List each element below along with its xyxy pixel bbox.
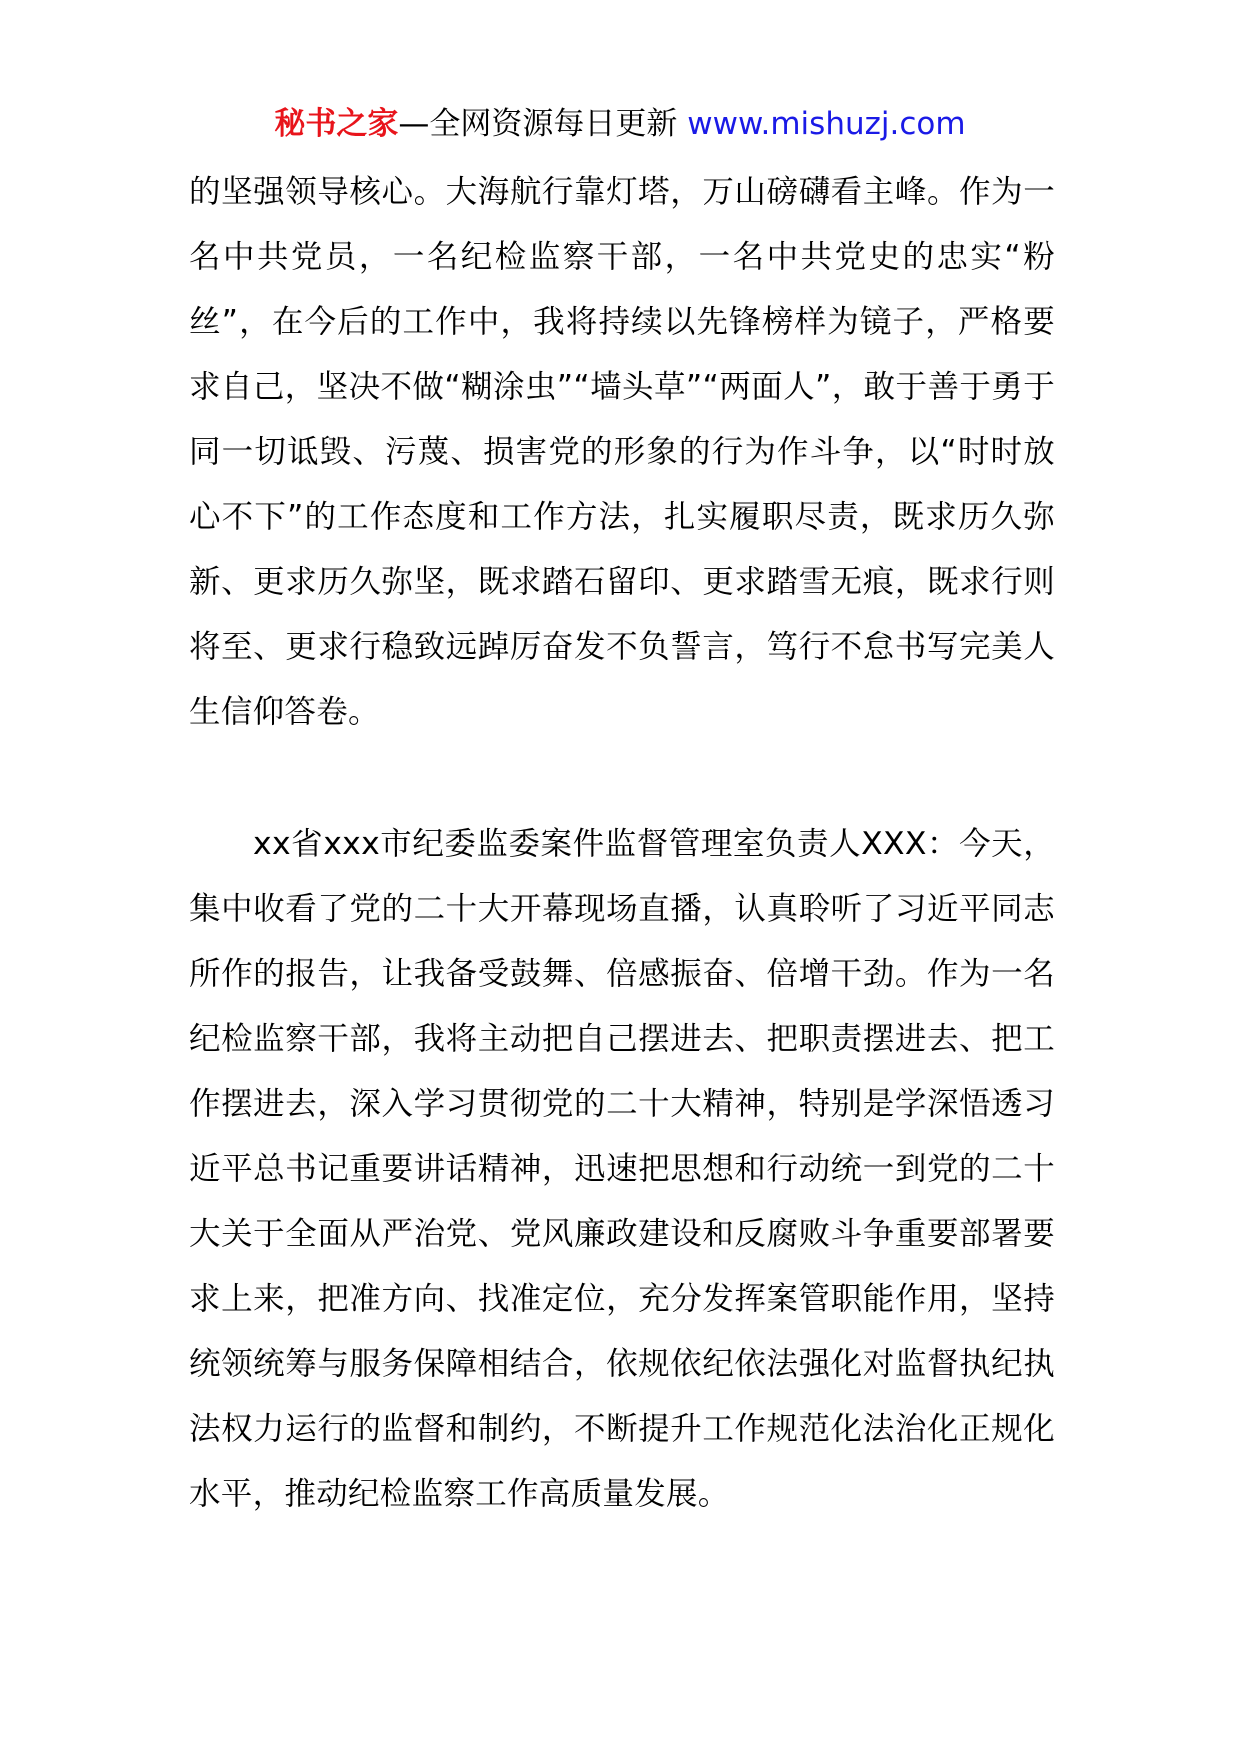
- header-url[interactable]: www.mishuzj.com: [687, 106, 966, 142]
- page-header: [0, 102, 1240, 146]
- body-paragraph-1: 的坚强领导核心。大海航行靠灯塔，万山磅礴看主峰。作为一名中共党员，一名纪检监察干部，一名中共党史的忠实“粉丝”，在今后的工作中，我将持续以先锋榜样为镜子，严格要求自己，坚决不做“糊涂虫”“墙头草”“两面人”，敢于善于勇于同一切诋毁、污蔑、损害党的形象的行为作斗争，以“时时放心不下”的工作态度和工作方法，扎实履职尽责，既求历久弥新、更求历久弥坚，既求踏石留印、更求踏雪无痕，既求行则将至、更求行稳致远踔厉奋发不负誓言，笃行不怠书写完美人生信仰答卷。: [189, 174, 1055, 730]
- body-paragraph-2: xx省xxx市纪委监委案件监督管理室负责人XXX：今天，集中收看了党的二十大开幕现场直播，认真聆听了习近平同志所作的报告，让我备受鼓舞、倍感振奋、倍增干劲。作为一名纪检监察干部，我将主动把自己摆进去、把职责摆进去、把工作摆进去，深入学习贯彻党的二十大精神，特别是学深悟透习近平总书记重要讲话精神，迅速把思想和行动统一到党的二十大关于全面从严治党、党风廉政建设和反腐败斗争重要部署要求上来，把准方向、找准定位，充分发挥案管职能作用，坚持统领统筹与服务保障相结合，依规依纪依法强化对监督执纪执法权力运行的监督和制约，不断提升工作规范化法治化正规化水平，推动纪检监察工作高质量发展。: [189, 826, 1055, 1512]
- header-tagline: —全网资源每日更新: [398, 106, 688, 142]
- brand-name: 秘书之家: [274, 106, 399, 142]
